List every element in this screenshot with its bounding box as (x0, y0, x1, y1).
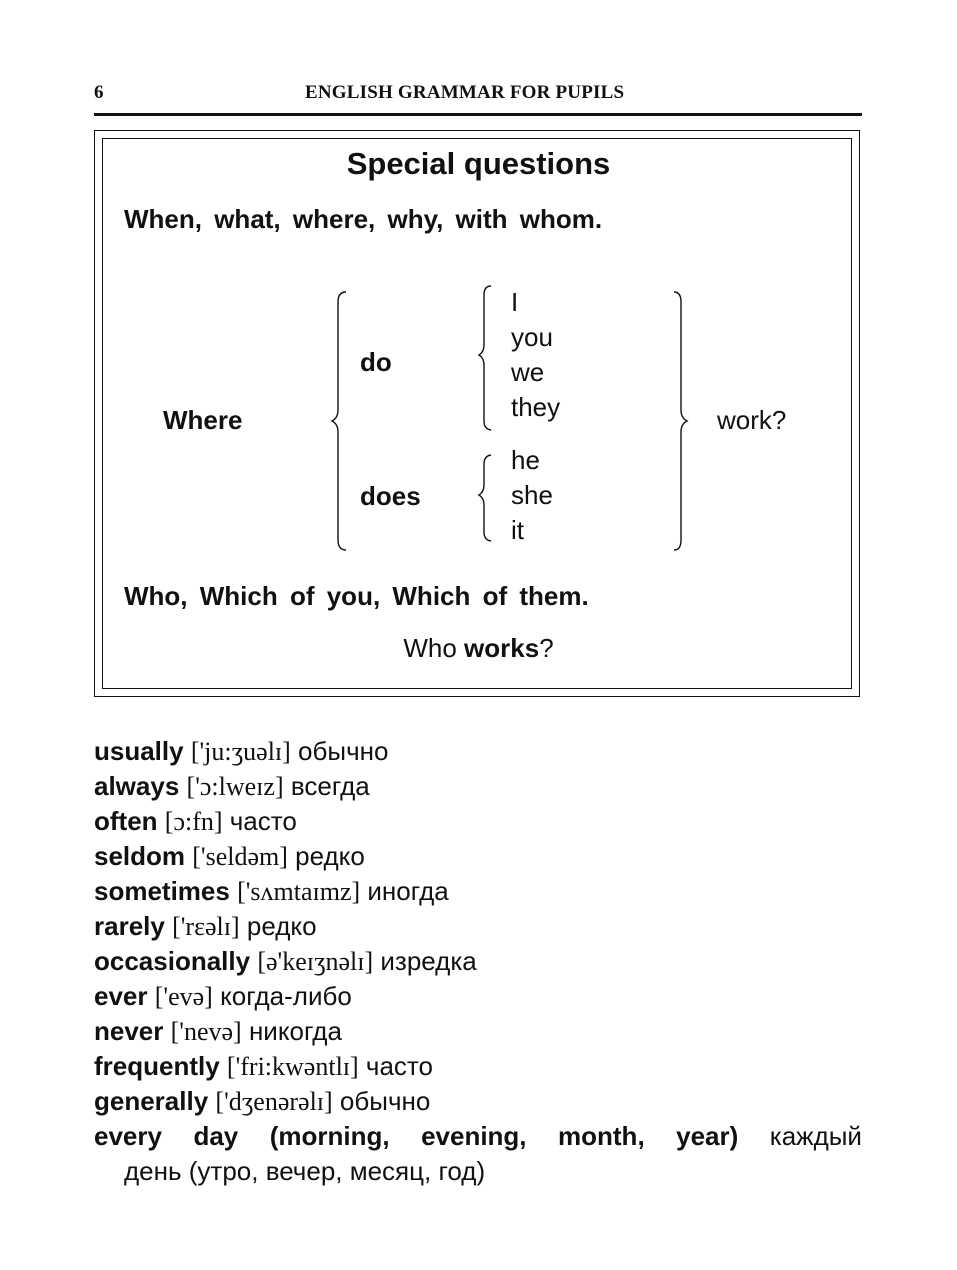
vocab-ipa: [ə'keɪʒnəlɪ] (257, 947, 374, 976)
vocab-translation: иногда (367, 876, 449, 906)
vocab-ipa: ['evə] (154, 982, 213, 1011)
vocab-entry (94, 981, 352, 1012)
vocab-translation: редко (246, 911, 317, 941)
question-words-line-1: When, what, where, why, with whom. (124, 204, 603, 234)
vocab-word: frequently (94, 1051, 220, 1081)
vocab-translation: изредка (380, 946, 477, 976)
vocab-entry (94, 771, 370, 802)
pronoun-do-item: I (511, 287, 519, 317)
box-title: Special questions (346, 146, 611, 181)
vocab-word-part: month, (558, 1121, 645, 1151)
vocab-word: generally (94, 1086, 209, 1116)
vocab-entry (94, 876, 449, 907)
vocab-word: never (94, 1016, 164, 1046)
pronoun-does-item: it (511, 515, 524, 545)
pronoun-do-item: we (511, 357, 545, 387)
left-brace-large (332, 292, 346, 550)
vocab-word: seldom (94, 841, 186, 871)
vocab-ipa: ['nevə] (170, 1017, 242, 1046)
pronoun-does-item: she (511, 480, 553, 510)
pronoun-does-item: he (511, 445, 540, 475)
vocab-entry-every-day (94, 1121, 862, 1152)
vocab-entry (94, 736, 388, 767)
diagram-lead-word: Where (163, 405, 243, 435)
vocab-word: rarely (94, 911, 165, 941)
vocab-entry (94, 841, 365, 872)
vocab-word-part: year) (676, 1121, 739, 1151)
vocab-translation: всегда (290, 771, 370, 801)
vocab-translation: часто (229, 806, 297, 836)
vocab-translation: обычно (298, 736, 389, 766)
vocab-word: occasionally (94, 946, 251, 976)
page-number: 6 (94, 82, 104, 103)
vocab-entry (94, 946, 477, 977)
diagram-verb: work? (717, 405, 787, 435)
vocab-ipa: ['fri:kwəntlɪ] (226, 1052, 359, 1081)
running-title: ENGLISH GRAMMAR FOR PUPILS (305, 82, 625, 103)
vocab-word: often (94, 806, 158, 836)
question-words-line-2: Who, Which of you, Which of them. (124, 581, 589, 611)
pronoun-do-item: you (511, 322, 553, 352)
vocab-word-part: every (94, 1121, 162, 1151)
example-who: Who (403, 633, 457, 663)
vocab-ipa: ['dʒenərəlɪ] (215, 1087, 333, 1116)
vocab-entry (94, 911, 317, 942)
vocab-word-part: evening, (421, 1121, 527, 1151)
example-verb: works (464, 633, 540, 663)
vocab-translation: никогда (248, 1016, 342, 1046)
vocab-translation: каждый (769, 1121, 862, 1151)
vocab-ipa: [ɔ:fn] (164, 807, 223, 836)
vocab-word: sometimes (94, 876, 230, 906)
vocab-word: usually (94, 736, 184, 766)
vocab-translation: редко (295, 841, 365, 871)
vocab-ipa: ['ju:ʒuəlɪ] (190, 737, 291, 766)
vocab-translation: когда-либо (220, 981, 352, 1011)
vocab-ipa: ['seldəm] (192, 842, 288, 871)
vocab-entry (94, 806, 297, 837)
vocab-ipa: ['sʌmtaɪmz] (237, 877, 361, 906)
left-brace-does (479, 455, 491, 541)
vocab-ipa: ['ɔ:lweɪz] (186, 772, 284, 801)
vocab-entry (94, 1086, 430, 1117)
vocab-word: always (94, 771, 180, 801)
pronoun-do-item: they (511, 392, 561, 422)
example-sentence (0, 633, 957, 664)
vocab-translation: обычно (339, 1086, 431, 1116)
diagram-aux-do: do (360, 347, 392, 377)
vocab-translation-continued: день (утро, вечер, месяц, год) (124, 1156, 486, 1186)
vocab-ipa: ['rɛəlɪ] (172, 912, 240, 941)
left-brace-do (479, 286, 491, 430)
right-brace-large (674, 292, 687, 550)
example-mark: ? (539, 633, 554, 663)
vocab-word: ever (94, 981, 148, 1011)
vocab-entry (94, 1016, 342, 1047)
vocab-translation: часто (365, 1051, 434, 1081)
vocab-entry (94, 1051, 433, 1082)
vocab-word-part: (morning, (269, 1121, 390, 1151)
diagram-aux-does: does (360, 481, 421, 511)
vocab-word-part: day (193, 1121, 239, 1151)
